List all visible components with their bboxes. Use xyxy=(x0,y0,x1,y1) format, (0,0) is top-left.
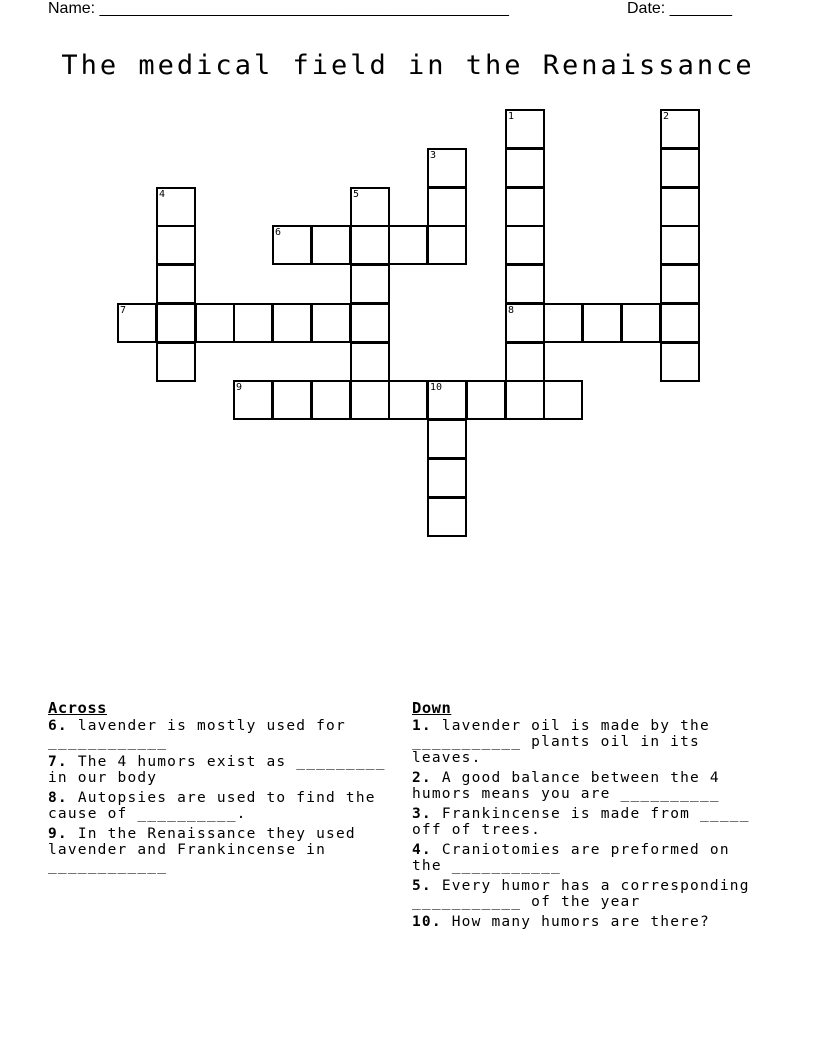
cell-number: 5 xyxy=(353,189,360,200)
crossword-cell[interactable] xyxy=(466,380,506,420)
crossword-cell[interactable] xyxy=(427,187,467,227)
across-clue-6 xyxy=(48,718,393,750)
across-clue-7 xyxy=(48,754,396,786)
crossword-cell[interactable] xyxy=(427,225,467,265)
crossword-cell[interactable] xyxy=(388,380,428,420)
crossword-cell[interactable] xyxy=(660,303,700,343)
crossword-cell[interactable] xyxy=(117,303,157,343)
crossword-cell[interactable] xyxy=(660,342,700,382)
down-clue-4 xyxy=(412,842,760,874)
clue-text: How many humors are there? xyxy=(451,914,710,930)
crossword-cell[interactable] xyxy=(660,148,700,188)
clue-number: 10. xyxy=(412,914,442,930)
clue-number: 5. xyxy=(412,878,432,894)
clue-number: 1. xyxy=(412,718,432,734)
date-field-line: Date: _______ xyxy=(627,0,732,17)
crossword-cell[interactable] xyxy=(156,225,196,265)
clue-text: The 4 humors exist as _________ in our body xyxy=(48,754,396,786)
cell-number: 7 xyxy=(120,305,127,316)
crossword-cell[interactable] xyxy=(621,303,661,343)
clue-text: Frankincense is made from _____ off of trees. xyxy=(412,806,760,838)
crossword-cell[interactable] xyxy=(505,264,545,304)
crossword-cell[interactable] xyxy=(427,458,467,498)
clue-number: 3. xyxy=(412,806,432,822)
crossword-cell[interactable] xyxy=(388,225,428,265)
crossword-cell[interactable] xyxy=(272,303,312,343)
cell-number: 1 xyxy=(508,111,515,122)
crossword-cell[interactable] xyxy=(311,225,351,265)
crossword-cell[interactable] xyxy=(311,380,351,420)
clue-text: A good balance between the 4 humors means you are __________ xyxy=(412,770,730,802)
crossword-cell[interactable] xyxy=(543,380,583,420)
down-clue-1 xyxy=(412,718,760,766)
crossword-cell[interactable] xyxy=(660,225,700,265)
page-title: The medical field in the Renaissance xyxy=(61,50,755,81)
crossword-cell[interactable] xyxy=(582,303,622,343)
crossword-cell[interactable] xyxy=(505,303,545,343)
crossword-cell[interactable] xyxy=(660,109,700,149)
cell-number: 2 xyxy=(663,111,670,122)
clue-text: In the Renaissance they used lavender and Frankincense in ____________ xyxy=(48,826,366,874)
clue-number: 4. xyxy=(412,842,432,858)
down-clue-2 xyxy=(412,770,760,802)
down-clue-5 xyxy=(412,878,760,910)
crossword-cell[interactable] xyxy=(505,342,545,382)
across-clues xyxy=(48,699,396,878)
crossword-cell[interactable] xyxy=(660,187,700,227)
name-field-line: Name: ______________________________________________ xyxy=(48,0,509,17)
clue-number: 2. xyxy=(412,770,432,786)
crossword-cell[interactable] xyxy=(427,380,467,420)
down-heading: Down xyxy=(412,699,452,717)
crossword-cell[interactable] xyxy=(350,380,390,420)
across-heading: Across xyxy=(48,699,107,717)
crossword-cell[interactable] xyxy=(427,419,467,459)
down-clues xyxy=(412,700,760,934)
crossword-cell[interactable] xyxy=(505,148,545,188)
clue-text: lavender oil is made by the ___________ plants oil in its leaves. xyxy=(412,718,720,766)
crossword-cell[interactable] xyxy=(272,380,312,420)
crossword-cell[interactable] xyxy=(350,342,390,382)
down-clue-10 xyxy=(412,914,760,930)
crossword-cell[interactable] xyxy=(233,380,273,420)
cell-number: 9 xyxy=(236,382,243,393)
cell-number: 4 xyxy=(159,189,166,200)
crossword-cell[interactable] xyxy=(505,187,545,227)
crossword-cell[interactable] xyxy=(195,303,235,343)
crossword-cell[interactable] xyxy=(543,303,583,343)
clue-number: 8. xyxy=(48,790,68,806)
across-clue-9 xyxy=(48,826,393,874)
crossword-cell[interactable] xyxy=(156,342,196,382)
crossword-cell[interactable] xyxy=(233,303,273,343)
crossword-cell[interactable] xyxy=(660,264,700,304)
crossword-cell[interactable] xyxy=(427,148,467,188)
cell-number: 3 xyxy=(430,150,437,161)
down-clue-3 xyxy=(412,806,760,838)
crossword-cell[interactable] xyxy=(427,497,467,537)
clue-text: Craniotomies are preformed on the ___________ xyxy=(412,842,740,874)
crossword-cell[interactable] xyxy=(272,225,312,265)
clue-number: 6. xyxy=(48,718,68,734)
across-clue-8 xyxy=(48,790,393,822)
crossword-cell[interactable] xyxy=(350,264,390,304)
clue-text: Every humor has a corresponding ___________ of the year xyxy=(412,878,760,910)
crossword-cell[interactable] xyxy=(505,380,545,420)
crossword-cell[interactable] xyxy=(350,303,390,343)
crossword-cell[interactable] xyxy=(156,303,196,343)
cell-number: 8 xyxy=(508,305,515,316)
clue-number: 9. xyxy=(48,826,68,842)
crossword-cell[interactable] xyxy=(156,187,196,227)
crossword-cell[interactable] xyxy=(505,225,545,265)
clue-number: 7. xyxy=(48,754,68,770)
crossword-cell[interactable] xyxy=(350,187,390,227)
clue-text: lavender is mostly used for ____________ xyxy=(48,718,356,750)
crossword-cell[interactable] xyxy=(156,264,196,304)
crossword-cell[interactable] xyxy=(505,109,545,149)
cell-number: 10 xyxy=(430,382,443,393)
crossword-cell[interactable] xyxy=(350,225,390,265)
cell-number: 6 xyxy=(275,227,282,238)
crossword-cell[interactable] xyxy=(311,303,351,343)
clue-text: Autopsies are used to find the cause of __________. xyxy=(48,790,386,822)
